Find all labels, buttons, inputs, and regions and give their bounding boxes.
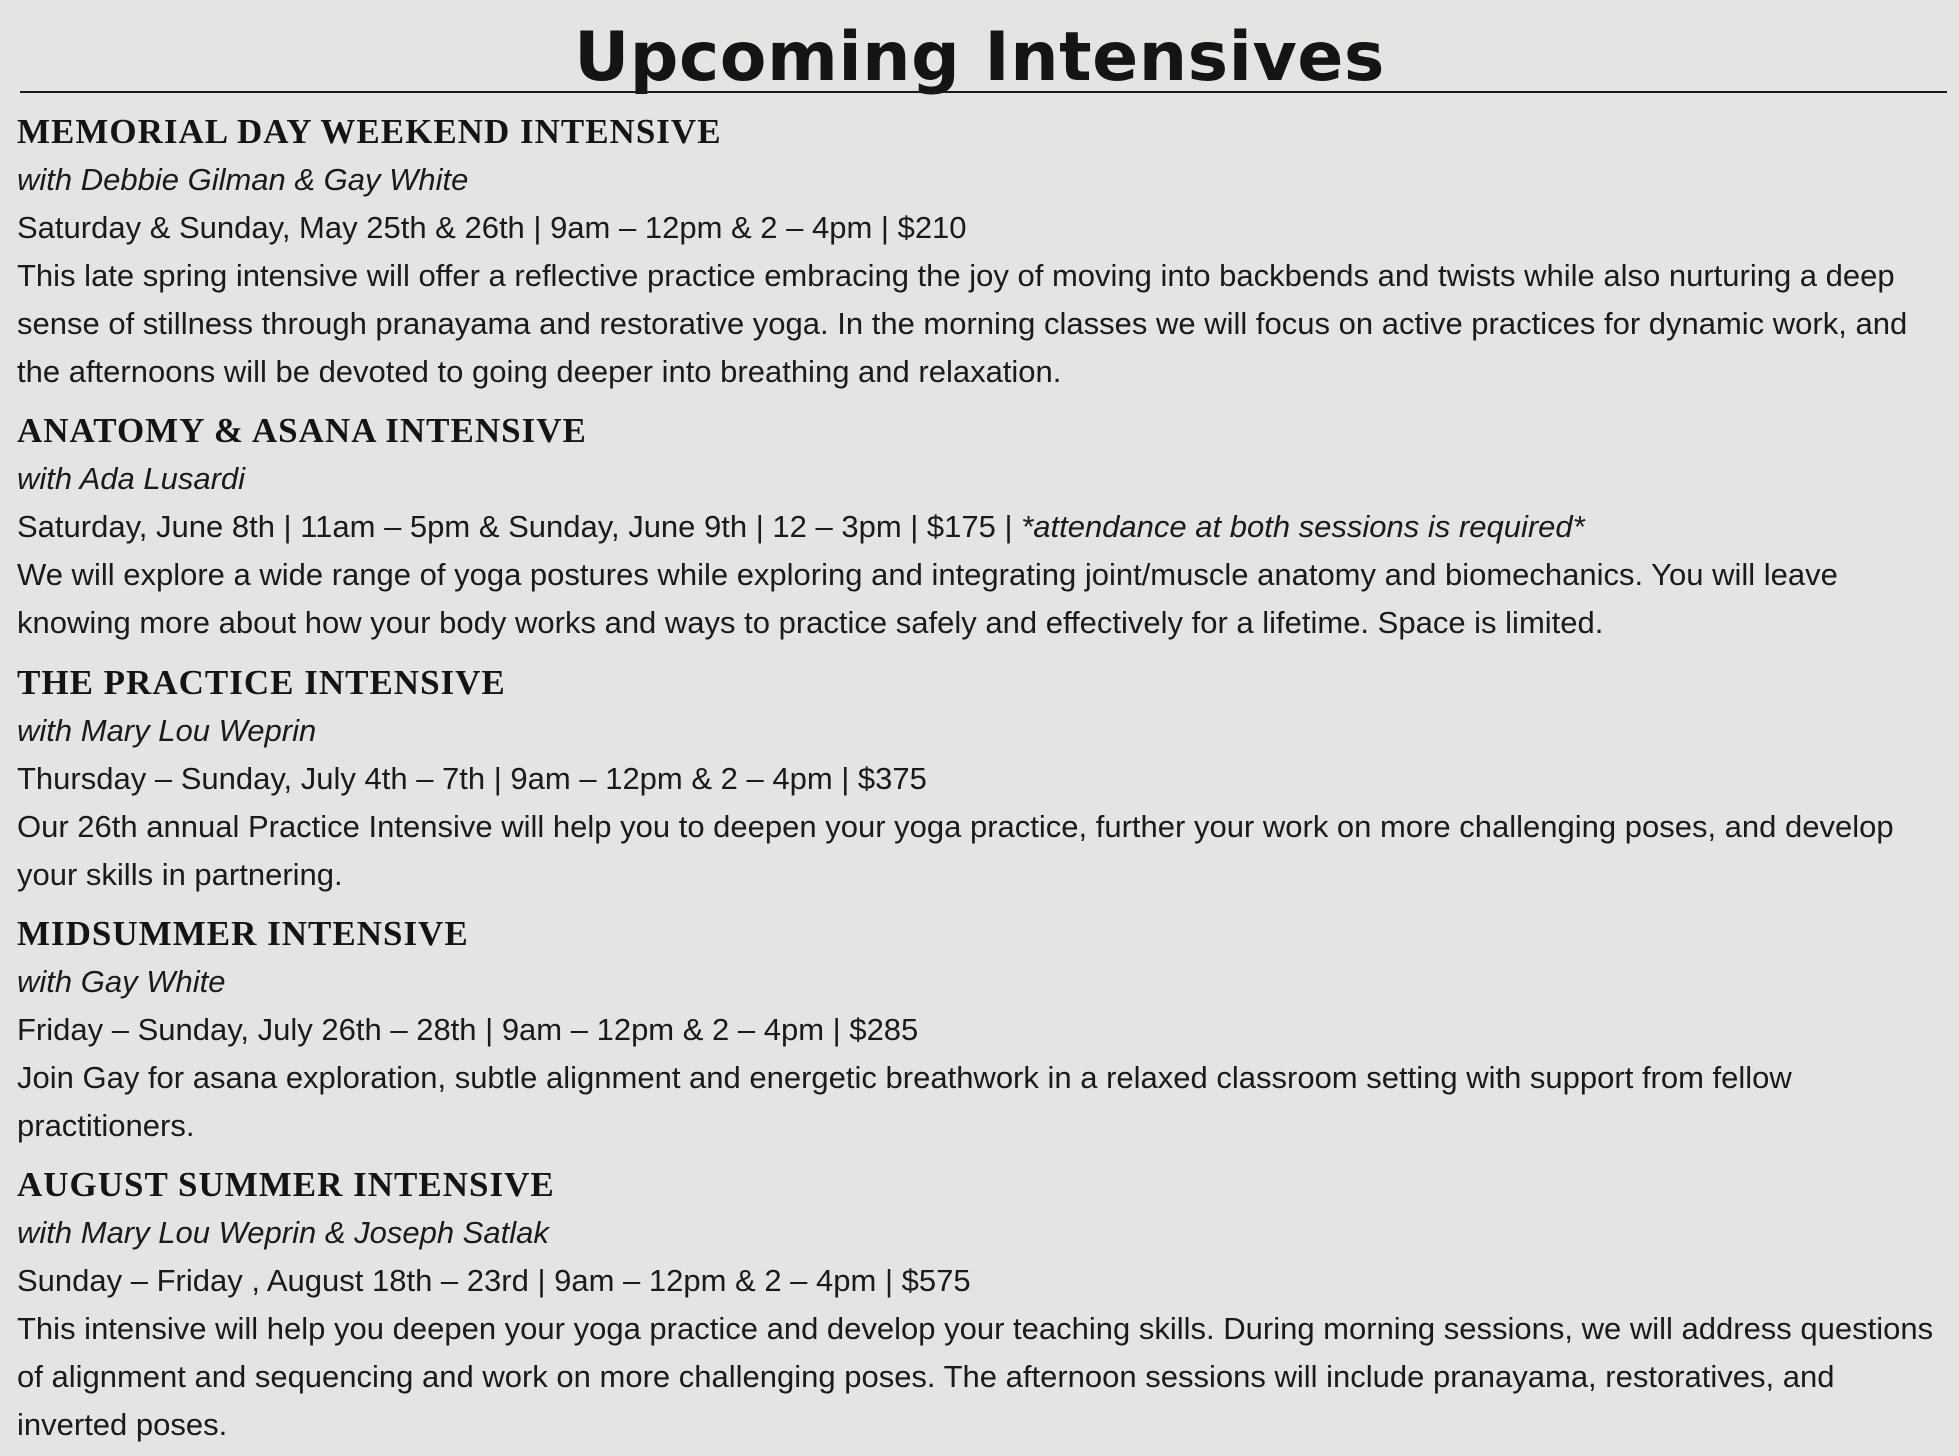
schedule-text: Sunday – Friday , August 18th – 23rd | 9am – 12pm & 2 – 4pm | $575: [17, 1263, 971, 1298]
intensive-instructors: with Gay White: [17, 964, 226, 999]
schedule-text: Friday – Sunday, July 26th – 28th | 9am – 12pm & 2 – 4pm | $285: [17, 1012, 919, 1047]
schedule-text: Thursday – Sunday, July 4th – 7th | 9am – 12pm & 2 – 4pm | $375: [17, 761, 927, 796]
intensive-anatomy-asana: [17, 407, 1942, 647]
intensive-instructors: with Ada Lusardi: [17, 461, 246, 496]
intensive-title: THE PRACTICE INTENSIVE: [17, 663, 506, 702]
intensive-practice: [17, 659, 1942, 899]
intensive-schedule: [17, 755, 1942, 803]
intensive-title: MEMORIAL DAY WEEKEND INTENSIVE: [17, 112, 722, 151]
intensive-memorial-day: [17, 108, 1942, 396]
intensive-description: This intensive will help you deepen your yoga practice and develop your teaching skills. During morning sessions, we will address questions of alignment and sequencing and work on more challenging poses. The afternoon sessions will include pranayama, restoratives, and inverted poses.: [17, 1311, 1934, 1442]
schedule-note: *attendance at both sessions is required*: [1021, 509, 1585, 544]
intensive-description: We will explore a wide range of yoga postures while exploring and integrating joint/muscle anatomy and biomechanics. You will leave knowing more about how your body works and ways to practice safely and effectively for a lifetime. Space is limited.: [17, 557, 1838, 640]
schedule-text: Saturday & Sunday, May 25th & 26th | 9am – 12pm & 2 – 4pm | $210: [17, 210, 967, 245]
intensive-title: MIDSUMMER INTENSIVE: [17, 914, 469, 953]
intensive-description: Our 26th annual Practice Intensive will help you to deepen your yoga practice, further your work on more challenging poses, and develop your skills in partnering.: [17, 809, 1894, 892]
page-title: Upcoming Intensives: [574, 18, 1385, 97]
intensive-midsummer: [17, 910, 1942, 1150]
intensive-instructors: with Mary Lou Weprin: [17, 713, 317, 748]
intensive-instructors: with Mary Lou Weprin & Joseph Satlak: [17, 1215, 549, 1250]
intensive-title: AUGUST SUMMER INTENSIVE: [17, 1165, 555, 1204]
intensive-title: ANATOMY & ASANA INTENSIVE: [17, 411, 587, 450]
intensive-instructors: with Debbie Gilman & Gay White: [17, 162, 469, 197]
intensive-august-summer: [17, 1161, 1942, 1449]
schedule-text: Saturday, June 8th | 11am – 5pm & Sunday, June 9th | 12 – 3pm | $175 |: [17, 509, 1022, 544]
intensive-schedule: [17, 1257, 1942, 1305]
intensive-description: This late spring intensive will offer a reflective practice embracing the joy of moving into backbends and twists while also nurturing a deep sense of stillness through pranayama and restorative yoga. In the morning classes we will focus on active practices for dynamic work, and the afternoons will be devoted to going deeper into breathing and relaxation.: [17, 258, 1908, 389]
intensive-schedule: [17, 503, 1942, 551]
intensive-schedule: [17, 1006, 1942, 1054]
intensive-description: Join Gay for asana exploration, subtle alignment and energetic breathwork in a relaxed classroom setting with support from fellow practitioners.: [17, 1060, 1792, 1143]
title-rule: [20, 91, 1947, 93]
intensive-schedule: [17, 204, 1942, 252]
